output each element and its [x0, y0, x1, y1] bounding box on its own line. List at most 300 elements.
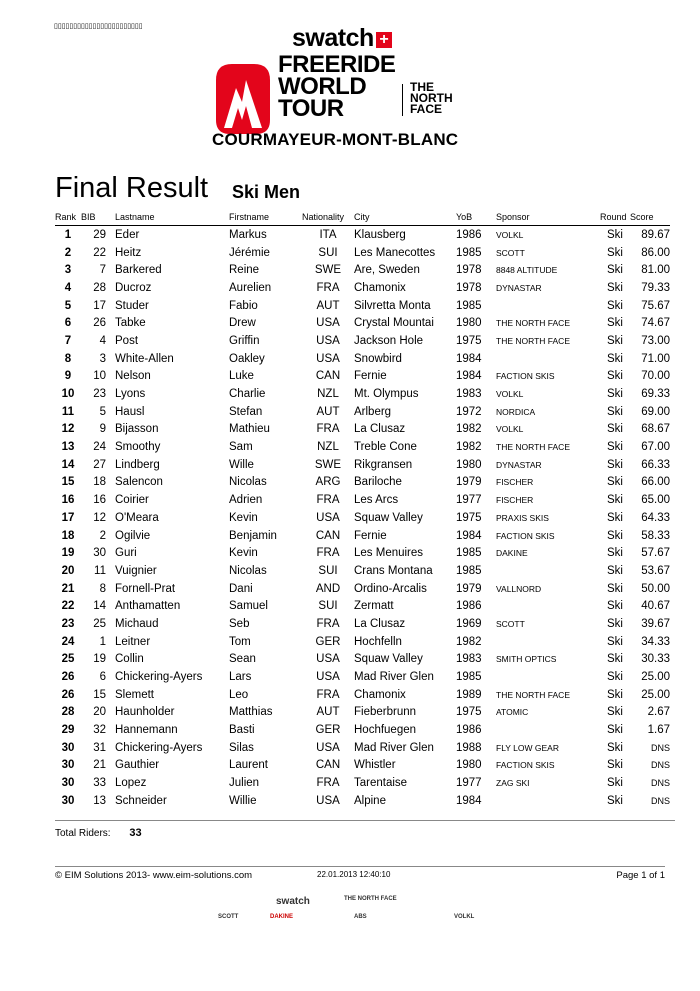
cell-bib: 25: [93, 617, 106, 630]
cell-bib: 5: [99, 405, 106, 418]
sponsor-logo: DAKINE: [270, 914, 294, 920]
cell-nationality: SWE: [314, 458, 342, 471]
cell-lastname: Ogilvie: [115, 529, 151, 542]
table-row: [55, 297, 670, 315]
cell-bib: 8: [99, 582, 106, 595]
cell-rank: 29: [61, 724, 75, 737]
cell-bib: 22: [93, 246, 106, 259]
cell-firstname: Fabio: [229, 299, 258, 312]
cell-bib: 7: [99, 264, 106, 277]
cell-nationality: FRA: [316, 547, 340, 560]
cell-firstname: Willie: [229, 794, 257, 807]
cell-round: Ski: [607, 281, 623, 294]
cell-firstname: Jérémie: [229, 246, 270, 259]
cell-rank: 12: [61, 423, 75, 436]
cell-yob: 1984: [456, 794, 482, 807]
cell-city: Chamonix: [354, 281, 406, 294]
cell-city: Squaw Valley: [354, 653, 423, 666]
table-row: [55, 332, 670, 350]
cell-bib: 3: [99, 352, 106, 365]
cell-city: Whistler: [354, 759, 396, 772]
cell-bib: 31: [93, 741, 106, 754]
cell-yob: 1989: [456, 688, 482, 701]
cell-lastname: White-Allen: [115, 352, 174, 365]
page-number: Page 1 of 1: [616, 870, 665, 881]
col-round: Round: [600, 208, 630, 226]
cell-bib: 13: [93, 794, 106, 807]
cell-bib: 9: [99, 423, 106, 436]
cell-yob: 1985: [456, 547, 482, 560]
cell-rank: 30: [61, 759, 75, 772]
sponsor-logo: SCOTT: [218, 914, 239, 920]
cell-round: Ski: [607, 388, 623, 401]
cell-round: Ski: [607, 688, 623, 701]
cell-sponsor: VOLKL: [496, 424, 524, 435]
cell-bib: 18: [93, 476, 106, 489]
cell-firstname: Sam: [229, 441, 253, 454]
cell-bib: 1: [99, 635, 106, 648]
table-row: [55, 544, 670, 562]
cell-firstname: Nicolas: [229, 476, 267, 489]
cell-city: Les Menuires: [354, 547, 424, 560]
cell-sponsor: [496, 721, 600, 739]
cell-rank: 15: [61, 476, 75, 489]
cell-yob: 1986: [456, 228, 482, 241]
cell-firstname: Luke: [229, 370, 254, 383]
cell-nationality: AUT: [316, 706, 340, 719]
cell-yob: 1983: [456, 653, 482, 666]
cell-round: Ski: [607, 600, 623, 613]
table-row: [55, 491, 670, 509]
cell-round: Ski: [607, 476, 623, 489]
cell-lastname: Post: [115, 334, 139, 347]
cell-bib: 23: [93, 388, 106, 401]
cell-lastname: Lindberg: [115, 458, 160, 471]
cell-rank: 25: [61, 653, 75, 666]
cell-city: La Clusaz: [354, 423, 406, 436]
cell-city: Klausberg: [354, 228, 406, 241]
cell-yob: 1979: [456, 582, 482, 595]
cell-city: Silvretta Monta: [354, 299, 431, 312]
cell-city: Crystal Mountai: [354, 317, 434, 330]
cell-nationality: FRA: [316, 281, 340, 294]
cell-round: Ski: [607, 582, 623, 595]
cell-firstname: Kevin: [229, 547, 258, 560]
cell-rank: 14: [61, 458, 75, 471]
table-row: [55, 474, 670, 492]
table-row: [55, 244, 670, 262]
cell-yob: 1975: [456, 334, 482, 347]
table-row: [55, 509, 670, 527]
cell-firstname: Wille: [229, 458, 254, 471]
results-table: [55, 208, 670, 810]
cell-score: DNS: [650, 742, 670, 753]
cell-rank: 26: [61, 688, 75, 701]
cell-firstname: Matthias: [229, 706, 273, 719]
table-row: [55, 368, 670, 386]
cell-score: 86.00: [641, 246, 670, 259]
table-row: [55, 597, 670, 615]
swiss-cross-icon: +: [376, 32, 392, 48]
cell-nationality: GER: [315, 724, 341, 737]
cell-lastname: Salencon: [115, 476, 163, 489]
cell-rank: 28: [61, 706, 75, 719]
cell-city: Fernie: [354, 370, 387, 383]
table-row: [55, 385, 670, 403]
cell-round: Ski: [607, 441, 623, 454]
cell-score: 66.33: [641, 458, 670, 471]
cell-rank: 16: [61, 494, 75, 507]
cell-nationality: USA: [316, 794, 340, 807]
cell-rank: 6: [64, 317, 72, 330]
cell-sponsor: ATOMIC: [496, 707, 529, 718]
cell-score: 25.00: [641, 671, 670, 684]
cell-yob: 1986: [456, 600, 482, 613]
cell-lastname: Ducroz: [115, 281, 152, 294]
cell-round: Ski: [607, 423, 623, 436]
cell-sponsor: FACTION SKIS: [496, 530, 555, 541]
table-row: [55, 527, 670, 545]
cell-yob: 1985: [456, 671, 482, 684]
cell-firstname: Kevin: [229, 511, 258, 524]
cell-yob: 1975: [456, 511, 482, 524]
cell-round: Ski: [607, 635, 623, 648]
cell-rank: 3: [64, 264, 72, 277]
cell-firstname: Stefan: [229, 405, 263, 418]
cell-firstname: Leo: [229, 688, 249, 701]
cell-lastname: Bijasson: [115, 423, 159, 436]
cell-rank: 20: [61, 564, 75, 577]
cell-yob: 1985: [456, 299, 482, 312]
cell-firstname: Mathieu: [229, 423, 270, 436]
cell-city: Are, Sweden: [354, 264, 420, 277]
cell-lastname: Haunholder: [115, 706, 175, 719]
cell-rank: 8: [64, 352, 72, 365]
cell-sponsor: FISCHER: [496, 495, 534, 506]
category-title: Ski Men: [232, 182, 301, 202]
cell-lastname: Fornell-Prat: [115, 582, 176, 595]
cell-lastname: Barkered: [115, 264, 162, 277]
cell-bib: 30: [93, 547, 106, 560]
cell-city: Treble Cone: [354, 441, 417, 454]
cell-yob: 1980: [456, 458, 482, 471]
cell-sponsor: [496, 792, 600, 810]
cell-lastname: Heitz: [115, 246, 142, 259]
cell-score: 71.00: [641, 352, 670, 365]
cell-yob: 1980: [456, 759, 482, 772]
cell-score: 73.00: [641, 334, 670, 347]
cell-rank: 23: [61, 617, 75, 630]
cell-city: Crans Montana: [354, 564, 433, 577]
cell-yob: 1983: [456, 388, 482, 401]
cell-sponsor: FACTION SKIS: [496, 371, 555, 382]
cell-city: Mad River Glen: [354, 741, 434, 754]
cell-round: Ski: [607, 529, 623, 542]
cell-score: 67.00: [641, 441, 670, 454]
page-footer: [55, 866, 665, 881]
cell-bib: 24: [93, 441, 106, 454]
cell-nationality: AUT: [316, 405, 340, 418]
cell-firstname: Aurelien: [229, 281, 272, 294]
cell-yob: 1977: [456, 494, 482, 507]
cell-round: Ski: [607, 228, 623, 241]
cell-city: Jackson Hole: [354, 334, 424, 347]
cell-score: 69.33: [641, 388, 670, 401]
sponsor-logos: [214, 892, 514, 932]
cell-city: Mt. Olympus: [354, 388, 419, 401]
cell-firstname: Charlie: [229, 388, 266, 401]
copyright: © EIM Solutions 2013- www.eim-solutions.com: [55, 870, 253, 881]
cell-score: 79.33: [641, 281, 670, 294]
cell-nationality: AND: [315, 582, 341, 595]
cell-yob: 1978: [456, 264, 482, 277]
cell-nationality: NZL: [317, 388, 339, 401]
cell-sponsor: VOLKL: [496, 229, 524, 240]
cell-rank: 2: [64, 246, 72, 259]
cell-nationality: SUI: [318, 600, 338, 613]
cell-nationality: USA: [316, 671, 340, 684]
cell-yob: 1988: [456, 741, 482, 754]
col-nationality: Nationality: [302, 208, 354, 226]
cell-sponsor: SCOTT: [496, 618, 525, 629]
cell-nationality: FRA: [316, 494, 340, 507]
cell-yob: 1985: [456, 246, 482, 259]
table-row: [55, 403, 670, 421]
cell-city: La Clusaz: [354, 617, 406, 630]
col-yob: YoB: [456, 208, 496, 226]
cell-lastname: Lopez: [115, 777, 147, 790]
table-row: [55, 686, 670, 704]
sponsor-logo: VOLKL: [454, 914, 475, 920]
col-bib: BIB: [81, 208, 110, 226]
cell-yob: 1984: [456, 370, 482, 383]
cell-city: Chamonix: [354, 688, 406, 701]
cell-city: Hochfuegen: [354, 724, 417, 737]
cell-sponsor: NORDICA: [496, 406, 536, 417]
cell-rank: 19: [61, 547, 75, 560]
cell-sponsor: [496, 633, 600, 651]
cell-score: 25.00: [641, 688, 670, 701]
cell-rank: 21: [61, 582, 75, 595]
cell-score: DNS: [650, 795, 670, 806]
cell-yob: 1975: [456, 706, 482, 719]
cell-score: 74.67: [641, 317, 670, 330]
cell-bib: 16: [93, 494, 106, 507]
cell-rank: 1: [64, 228, 72, 241]
cell-nationality: USA: [316, 334, 340, 347]
cell-score: 65.00: [641, 494, 670, 507]
cell-rank: 30: [61, 777, 75, 790]
cell-round: Ski: [607, 759, 623, 772]
cell-nationality: SUI: [318, 246, 338, 259]
cell-lastname: Lyons: [115, 388, 146, 401]
table-row: [55, 721, 670, 739]
cell-city: Squaw Valley: [354, 511, 423, 524]
table-row: [55, 314, 670, 332]
cell-city: Snowbird: [354, 352, 402, 365]
cell-firstname: Benjamin: [229, 529, 277, 542]
table-row: [55, 279, 670, 297]
cell-lastname: Nelson: [115, 370, 151, 383]
cell-yob: 1978: [456, 281, 482, 294]
cell-firstname: Drew: [229, 317, 256, 330]
cell-sponsor: THE NORTH FACE: [496, 318, 570, 329]
cell-bib: 10: [93, 370, 106, 383]
cell-firstname: Markus: [229, 228, 267, 241]
table-header-row: [55, 208, 670, 226]
print-timestamp: 22.01.2013 12:40:10: [317, 870, 391, 879]
cell-sponsor: 8848 ALTITUDE: [496, 265, 558, 276]
cell-bib: 21: [93, 759, 106, 772]
cell-bib: 32: [93, 724, 106, 737]
cell-sponsor: VOLKL: [496, 389, 524, 400]
cell-sponsor: THE NORTH FACE: [496, 442, 570, 453]
col-score: Score: [630, 208, 670, 226]
cell-round: Ski: [607, 370, 623, 383]
table-row: [55, 261, 670, 279]
cell-nationality: FRA: [316, 423, 340, 436]
cell-round: Ski: [607, 352, 623, 365]
cell-nationality: USA: [316, 317, 340, 330]
cell-rank: 5: [64, 299, 72, 312]
cell-firstname: Adrien: [229, 494, 263, 507]
cell-sponsor: DYNASTAR: [496, 459, 542, 470]
cell-round: Ski: [607, 264, 623, 277]
cell-yob: 1969: [456, 617, 482, 630]
cell-rank: 22: [61, 600, 75, 613]
cell-rank: 26: [61, 671, 75, 684]
cell-score: 58.33: [641, 529, 670, 542]
cell-firstname: Seb: [229, 617, 250, 630]
cell-sponsor: VALLNORD: [496, 583, 542, 594]
cell-lastname: Hausl: [115, 405, 145, 418]
cell-bib: 2: [99, 529, 106, 542]
cell-lastname: Coirier: [115, 494, 149, 507]
cell-round: Ski: [607, 671, 623, 684]
cell-lastname: Hannemann: [115, 724, 178, 737]
cell-bib: 14: [93, 600, 106, 613]
cell-rank: 4: [64, 281, 72, 294]
cell-round: Ski: [607, 334, 623, 347]
cell-rank: 10: [61, 388, 75, 401]
cell-city: Les Arcs: [354, 494, 399, 507]
cell-sponsor: [496, 597, 600, 615]
cell-yob: 1985: [456, 564, 482, 577]
cell-round: Ski: [607, 706, 623, 719]
cell-nationality: FRA: [316, 777, 340, 790]
table-row: [55, 704, 670, 722]
cell-yob: 1982: [456, 423, 482, 436]
cell-sponsor: SCOTT: [496, 247, 525, 258]
cell-sponsor: [496, 297, 600, 315]
cell-rank: 9: [64, 370, 72, 383]
cell-score: 34.33: [641, 635, 670, 648]
cell-round: Ski: [607, 405, 623, 418]
cell-score: 40.67: [641, 600, 670, 613]
cell-firstname: Julien: [229, 777, 260, 790]
cell-nationality: SUI: [318, 564, 338, 577]
cell-firstname: Laurent: [229, 759, 269, 772]
total-riders: [55, 820, 675, 839]
cell-score: 66.00: [641, 476, 670, 489]
cell-lastname: O'Meara: [115, 511, 159, 524]
cell-firstname: Tom: [229, 635, 251, 648]
cell-score: 64.33: [641, 511, 670, 524]
col-city: City: [354, 208, 456, 226]
swatch-logo: swatch +: [292, 24, 392, 53]
cell-score: DNS: [650, 760, 670, 771]
north-face-logo: THE NORTH FACE: [410, 80, 453, 116]
col-rank: Rank: [55, 208, 81, 226]
cell-firstname: Basti: [229, 724, 255, 737]
cell-rank: 11: [61, 405, 75, 418]
cell-firstname: Oakley: [229, 352, 265, 365]
cell-city: Fernie: [354, 529, 387, 542]
cell-city: Arlberg: [354, 405, 392, 418]
cell-round: Ski: [607, 724, 623, 737]
cell-yob: 1972: [456, 405, 482, 418]
cell-score: 70.00: [641, 370, 670, 383]
cell-rank: 17: [61, 511, 75, 524]
cell-bib: 28: [93, 281, 106, 294]
cell-rank: 13: [61, 441, 75, 454]
event-logo: [212, 24, 497, 152]
table-row: [55, 757, 670, 775]
cell-nationality: ARG: [315, 476, 341, 489]
cell-bib: 29: [93, 228, 106, 241]
cell-score: 1.67: [647, 724, 670, 737]
cell-nationality: ITA: [319, 228, 337, 241]
cell-score: 2.67: [647, 706, 670, 719]
cell-nationality: GER: [315, 635, 341, 648]
table-row: [55, 633, 670, 651]
cell-sponsor: DYNASTAR: [496, 282, 542, 293]
cell-city: Tarentaise: [354, 777, 408, 790]
table-row: [55, 739, 670, 757]
cell-round: Ski: [607, 564, 623, 577]
cell-sponsor: THE NORTH FACE: [496, 689, 570, 700]
cell-sponsor: PRAXIS SKIS: [496, 512, 549, 523]
cell-nationality: AUT: [316, 299, 340, 312]
table-row: [55, 580, 670, 598]
cell-firstname: Lars: [229, 671, 252, 684]
cell-lastname: Schneider: [115, 794, 167, 807]
fwt-wordmark: FREERIDE WORLD TOUR: [278, 51, 396, 122]
cell-bib: 11: [94, 564, 106, 577]
table-row: [55, 456, 670, 474]
cell-sponsor: THE NORTH FACE: [496, 335, 570, 346]
cell-round: Ski: [607, 653, 623, 666]
cell-score: 30.33: [641, 653, 670, 666]
logo-separator: [402, 84, 403, 116]
table-row: [55, 615, 670, 633]
table-row: [55, 668, 670, 686]
cell-yob: 1986: [456, 724, 482, 737]
table-row: [55, 438, 670, 456]
cell-round: Ski: [607, 458, 623, 471]
col-sponsor: Sponsor: [496, 208, 600, 226]
cell-city: Hochfelln: [354, 635, 402, 648]
cell-lastname: Anthamatten: [115, 600, 181, 613]
cell-sponsor: DAKINE: [496, 548, 528, 559]
cell-city: Fieberbrunn: [354, 706, 417, 719]
cell-city: Mad River Glen: [354, 671, 434, 684]
cell-rank: 7: [64, 334, 72, 347]
cell-score: 50.00: [641, 582, 670, 595]
cell-nationality: FRA: [316, 688, 340, 701]
cell-nationality: SWE: [314, 264, 342, 277]
cell-score: 89.67: [641, 228, 670, 241]
